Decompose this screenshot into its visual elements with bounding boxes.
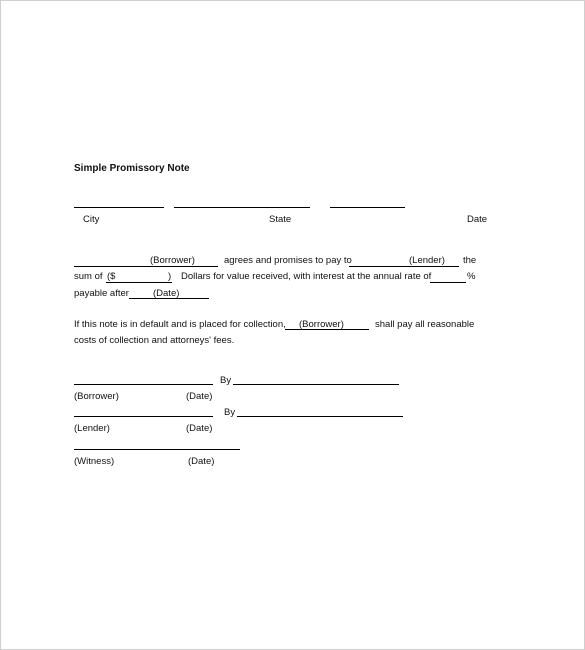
p2-borrower-label: (Borrower): [299, 319, 344, 330]
lender-sig-label: (Lender): [74, 423, 110, 434]
p2-line1-end: shall pay all reasonable: [375, 319, 475, 330]
borrower-by-line[interactable]: [233, 384, 399, 385]
borrower-sig-label: (Borrower): [74, 391, 119, 402]
lender-signature-line[interactable]: [74, 416, 213, 417]
p1-the-text: the: [463, 255, 477, 266]
witness-date-label: (Date): [188, 456, 215, 467]
p1-date-label: (Date): [153, 288, 180, 299]
city-blank[interactable]: [74, 207, 164, 208]
p2-line1-start: If this note is in default and is placed for collection,: [74, 319, 286, 330]
p1-dollar-sign: ($: [107, 271, 116, 282]
p1-percent-sign: %: [467, 271, 476, 282]
lender-by-label: By: [224, 407, 236, 418]
witness-sig-label: (Witness): [74, 456, 115, 467]
lender-date-label: (Date): [186, 423, 213, 434]
document-title: Simple Promissory Note: [74, 163, 190, 174]
p1-close-paren: ): [168, 271, 172, 282]
rate-blank[interactable]: [430, 282, 466, 283]
borrower-blank-p1[interactable]: [74, 266, 218, 267]
state-label: State: [269, 214, 292, 225]
p1-dollars-text: Dollars for value received, with interest at the annual rate of: [181, 271, 432, 282]
p1-borrower-label: (Borrower): [150, 255, 195, 266]
borrower-by-label: By: [220, 375, 232, 386]
borrower-date-label: (Date): [186, 391, 213, 402]
date-blank[interactable]: [330, 207, 405, 208]
lender-by-line[interactable]: [237, 416, 403, 417]
p1-agrees-text: agrees and promises to pay to: [224, 255, 352, 266]
witness-signature-line[interactable]: [74, 449, 240, 450]
state-blank[interactable]: [174, 207, 310, 208]
amount-blank[interactable]: [106, 282, 172, 283]
date-label: Date: [467, 214, 488, 225]
p1-lender-label: (Lender): [409, 255, 445, 266]
p2-line2: costs of collection and attorneys' fees.: [74, 335, 235, 346]
p1-sum-of-text: sum of: [74, 271, 103, 282]
city-label: City: [83, 214, 100, 225]
p1-payable-after-text: payable after: [74, 288, 129, 299]
borrower-signature-line[interactable]: [74, 384, 213, 385]
